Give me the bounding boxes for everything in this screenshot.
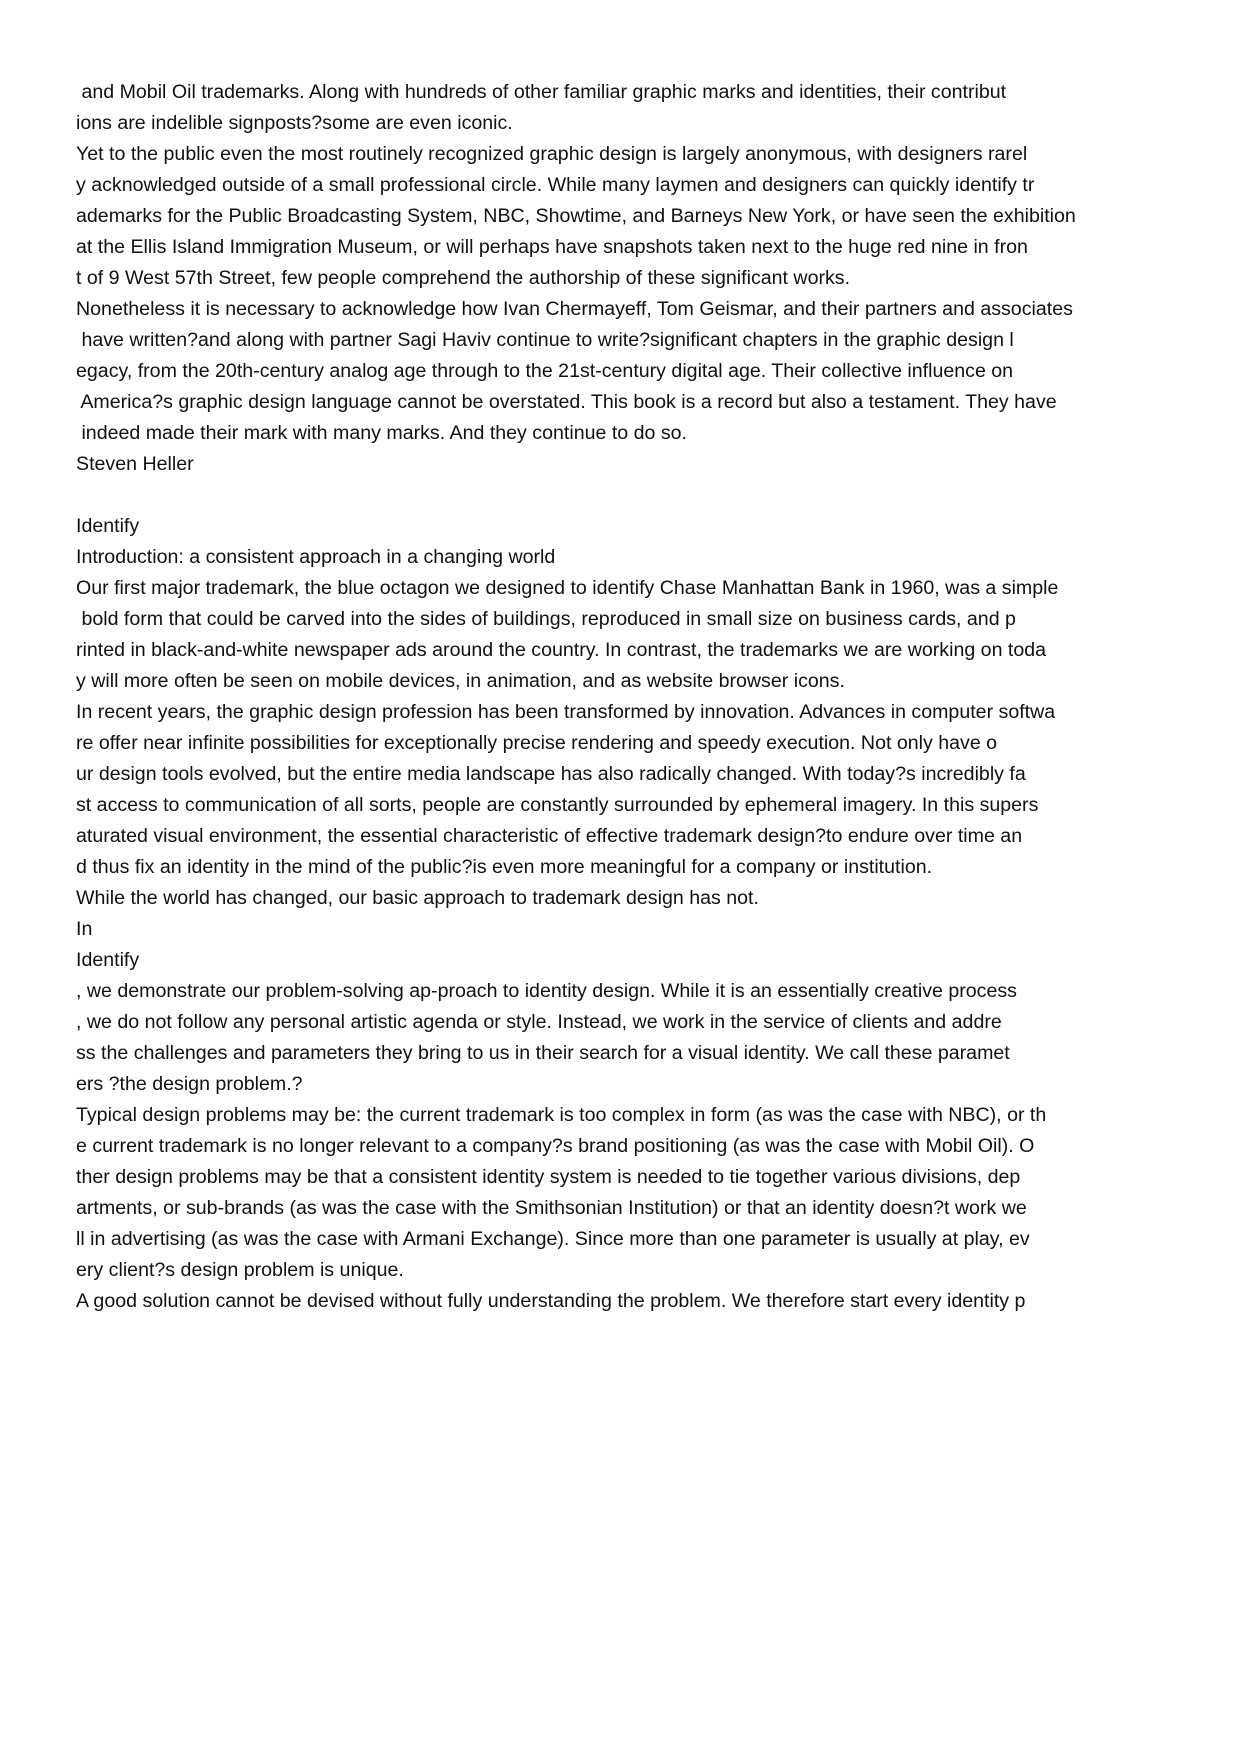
text-line: bold form that could be carved into the sides of buildings, reproduced in small size on business cards, and p: [76, 608, 1016, 630]
text-line: ers ?the design problem.?: [76, 1073, 303, 1095]
blank-line: [76, 480, 1176, 511]
author-name: Steven Heller: [76, 453, 194, 475]
text-line: at the Ellis Island Immigration Museum, or will perhaps have snapshots taken next to the huge red nine in fron: [76, 236, 1028, 258]
text-line: A good solution cannot be devised without fully understanding the problem. We therefore start every identity p: [76, 1290, 1026, 1312]
text-line: In: [76, 918, 93, 940]
text-line: y will more often be seen on mobile devices, in animation, and as website browser icons.: [76, 670, 845, 692]
text-line: y acknowledged outside of a small professional circle. While many laymen and designers can quickly identify tr: [76, 174, 1035, 196]
text-line: ademarks for the Public Broadcasting System, NBC, Showtime, and Barneys New York, or have seen the exhibition: [76, 205, 1076, 227]
text-line: , we do not follow any personal artistic agenda or style. Instead, we work in the service of clients and addre: [76, 1011, 1002, 1033]
text-line: Yet to the public even the most routinely recognized graphic design is largely anonymous, with designers rarel: [76, 143, 1028, 165]
text-line: have written?and along with partner Sagi Haviv continue to write?significant chapters in the graphic design l: [76, 329, 1014, 351]
text-line: America?s graphic design language cannot be overstated. This book is a record but also a testament. They have: [76, 391, 1057, 413]
text-line: In recent years, the graphic design profession has been transformed by innovation. Advances in computer softwa: [76, 701, 1056, 723]
text-line: ions are indelible signposts?some are even iconic.: [76, 112, 513, 134]
book-title-reference: Identify: [76, 949, 140, 971]
document-page: [76, 77, 1176, 1317]
text-line: ther design problems may be that a consistent identity system is needed to tie together various divisions, dep: [76, 1166, 1021, 1188]
text-line: ll in advertising (as was the case with Armani Exchange). Since more than one parameter is usually at play, ev: [76, 1228, 1030, 1250]
text-line: re offer near infinite possibilities for exceptionally precise rendering and speedy execution. Not only have o: [76, 732, 998, 754]
text-line: , we demonstrate our problem-solving ap-proach to identity design. While it is an essentially creative process: [76, 980, 1017, 1002]
text-line: artments, or sub-brands (as was the case with the Smithsonian Institution) or that an identity doesn?t work we: [76, 1197, 1027, 1219]
section-title: Identify: [76, 515, 140, 537]
text-line: Typical design problems may be: the current trademark is too complex in form (as was the case with NBC), or th: [76, 1104, 1047, 1126]
text-line: While the world has changed, our basic approach to trademark design has not.: [76, 887, 759, 909]
text-line: indeed made their mark with many marks. And they continue to do so.: [76, 422, 687, 444]
section-subtitle: Introduction: a consistent approach in a changing world: [76, 546, 556, 568]
text-line: d thus fix an identity in the mind of the public?is even more meaningful for a company or institution.: [76, 856, 933, 878]
text-line: t of 9 West 57th Street, few people comprehend the authorship of these significant works.: [76, 267, 851, 289]
text-line: Nonetheless it is necessary to acknowledge how Ivan Chermayeff, Tom Geismar, and their partners and associates: [76, 298, 1073, 320]
text-line: ur design tools evolved, but the entire media landscape has also radically changed. With today?s incredibly fa: [76, 763, 1026, 785]
text-line: e current trademark is no longer relevant to a company?s brand positioning (as was the case with Mobil Oil). O: [76, 1135, 1035, 1157]
text-line: aturated visual environment, the essential characteristic of effective trademark design?to endure over time an: [76, 825, 1023, 847]
text-line: st access to communication of all sorts, people are constantly surrounded by ephemeral imagery. In this supers: [76, 794, 1039, 816]
text-line: rinted in black-and-white newspaper ads around the country. In contrast, the trademarks we are working on toda: [76, 639, 1047, 661]
text-line: ss the challenges and parameters they bring to us in their search for a visual identity. We call these paramet: [76, 1042, 1010, 1064]
text-line: ery client?s design problem is unique.: [76, 1259, 404, 1281]
text-line: egacy, from the 20th-century analog age through to the 21st-century digital age. Their collective influence on: [76, 360, 1014, 382]
text-line: Our first major trademark, the blue octagon we designed to identify Chase Manhattan Bank in 1960, was a simple: [76, 577, 1059, 599]
text-line: and Mobil Oil trademarks. Along with hundreds of other familiar graphic marks and identities, their contribut: [76, 81, 1007, 103]
